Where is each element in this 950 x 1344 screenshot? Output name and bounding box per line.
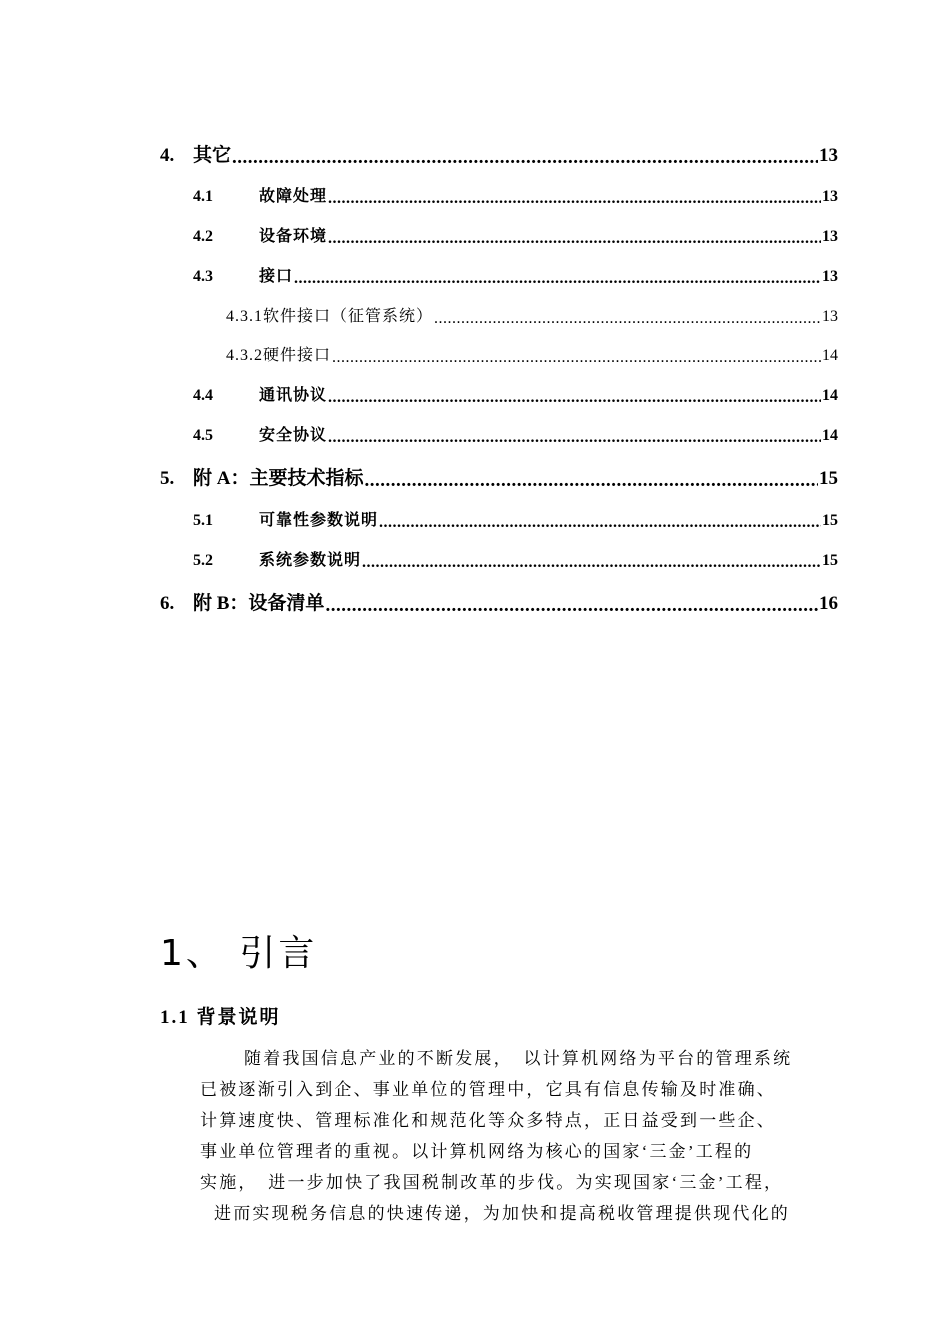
toc-entry-page: 13 [819,145,838,166]
toc-entry-page: 14 [822,387,838,404]
toc-entry[interactable] [160,588,838,615]
toc-entry-number: 5.2 [193,552,213,569]
toc-entry-number: 4. [160,145,175,166]
toc-entry-page: 13 [822,228,838,245]
toc-entry-number: 5.1 [193,512,213,529]
toc-entry-page: 13 [822,308,838,325]
toc-entry-title: 系统参数说明 [259,552,362,569]
toc-entry-number: 4.3 [193,268,213,285]
subsection-heading: 1.1 背景说明 [160,1007,281,1028]
toc-entry-title: 硬件接口 [263,347,332,364]
toc-entry-number: 6. [160,593,175,614]
toc-entry-title: 设备环境 [259,228,328,245]
toc-entry[interactable] [226,342,838,365]
toc-entry[interactable] [160,463,838,490]
toc-leader-dots [294,271,821,287]
toc-leader-dots [434,311,821,327]
toc-entry-page: 15 [819,468,838,489]
toc-entry-title: 可靠性参数说明 [259,512,379,529]
toc-entry-title: 故障处理 [259,188,328,205]
toc-entry[interactable] [193,382,838,405]
toc-entry[interactable] [226,303,838,326]
toc-entry-title: 通讯协议 [259,387,328,404]
toc-leader-dots [328,231,821,247]
toc-leader-dots [362,555,821,571]
toc-entry-number: 4.3.1 [226,308,263,325]
toc-leader-dots [328,191,821,207]
toc-entry-page: 13 [822,268,838,285]
toc-entry-title: 接口 [259,268,294,285]
toc-entry-page: 14 [822,347,838,364]
toc-entry-page: 16 [819,593,838,614]
toc-entry-title: 附 B：设备清单 [193,593,325,614]
toc-leader-dots [379,515,821,531]
paragraph-line: 计算速度快、管理标准化和规范化等众多特点，正日益受到一些企、 [200,1111,776,1130]
toc-entry[interactable] [193,263,838,286]
toc-entry-page: 13 [822,188,838,205]
toc-leader-dots [232,148,818,167]
toc-entry-number: 4.4 [193,387,213,404]
toc-entry-number: 4.5 [193,427,213,444]
toc-entry[interactable] [193,547,838,570]
body-paragraph [200,1043,860,1229]
paragraph-line: 进而实现税务信息的快速传递，为加快和提高税收管理提供现代化的 [214,1204,790,1223]
toc-entry-page: 14 [822,427,838,444]
toc-entry-page: 15 [822,512,838,529]
toc-entry-number: 5. [160,468,175,489]
toc-entry[interactable] [193,507,838,530]
toc-entry-number: 4.1 [193,188,213,205]
toc-leader-dots [328,430,821,446]
toc-entry-title: 软件接口（征管系统） [263,308,434,325]
toc-entry-title: 安全协议 [259,427,328,444]
toc-leader-dots [325,596,818,615]
toc-leader-dots [332,350,821,366]
toc-entry-number: 4.3.2 [226,347,263,364]
toc-entry[interactable] [160,140,838,167]
paragraph-line: 已被逐渐引入到企、事业单位的管理中，它具有信息传输及时准确、 [200,1080,776,1099]
toc-entry-number: 4.2 [193,228,213,245]
toc-leader-dots [364,471,818,490]
paragraph-line: 事业单位管理者的重视。以计算机网络为核心的国家‘三金’工程的 [200,1142,754,1161]
toc-leader-dots [328,390,821,406]
toc-entry-page: 15 [822,552,838,569]
paragraph-line: 随着我国信息产业的不断发展， 以计算机网络为平台的管理系统 [244,1049,793,1068]
paragraph-line: 实施， 进一步加快了我国税制改革的步伐。为实现国家‘三金’工程， [200,1173,784,1192]
toc-entry[interactable] [193,223,838,246]
toc-entry[interactable] [193,422,838,445]
toc-entry[interactable] [193,183,838,206]
toc-entry-title: 其它 [193,145,232,166]
section-heading: 1、 引言 [160,933,318,974]
toc-entry-title: 附 A：主要技术指标 [193,468,364,489]
